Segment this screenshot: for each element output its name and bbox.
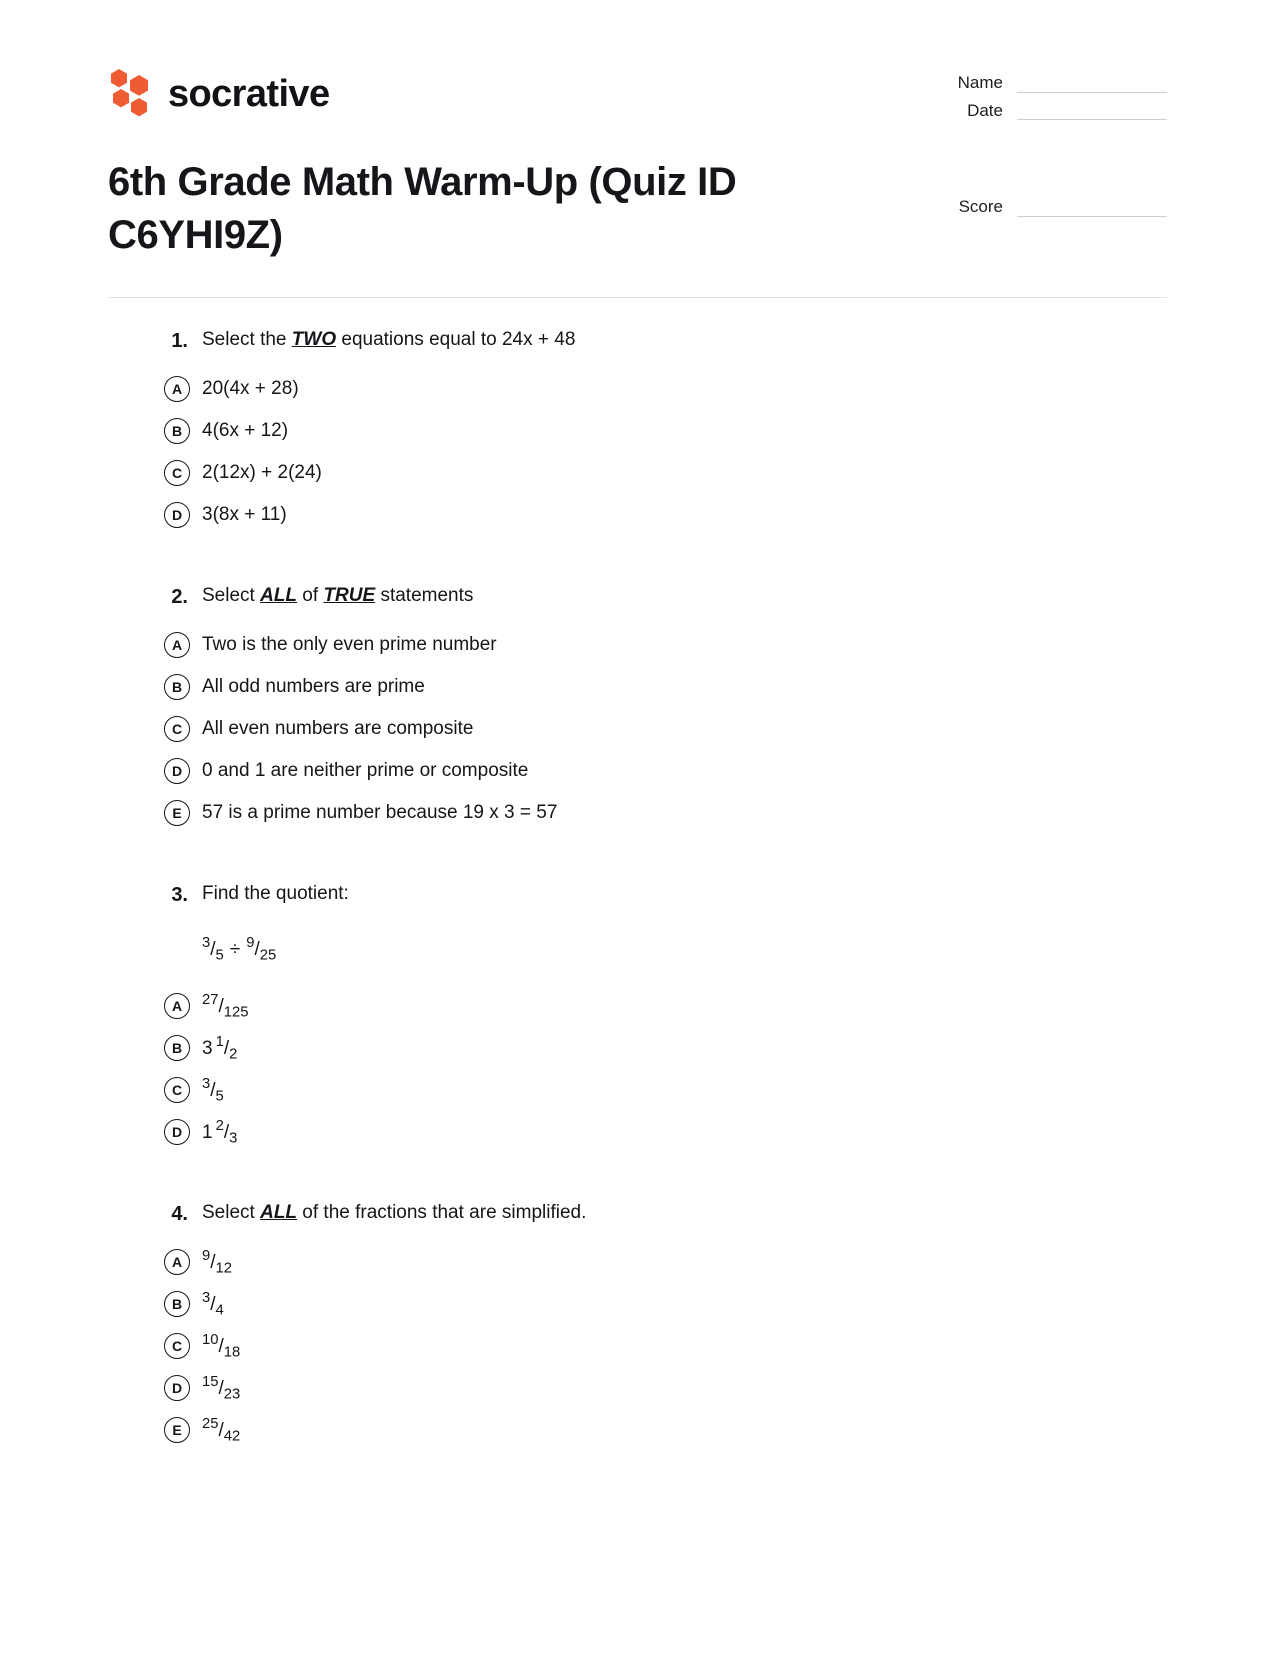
- fraction-denominator: 42: [223, 1428, 241, 1445]
- page-header: [108, 58, 1167, 288]
- fraction: [202, 1289, 224, 1319]
- fraction: [202, 1075, 224, 1105]
- answer-option[interactable]: [164, 985, 1167, 1027]
- date-field-label: Date: [967, 100, 1003, 120]
- fraction: [202, 1117, 238, 1147]
- student-meta-fields: [892, 74, 1167, 129]
- fraction: [202, 935, 224, 964]
- fraction: [246, 935, 277, 964]
- fraction-numerator: 3: [202, 935, 211, 951]
- date-field-row: [892, 102, 1167, 121]
- question-number: 2.: [171, 586, 188, 608]
- emphasis-text: ALL: [260, 1202, 298, 1224]
- question-number: 4.: [171, 1203, 188, 1226]
- date-field-line[interactable]: [1017, 102, 1167, 120]
- fraction: [202, 1033, 238, 1063]
- fraction-slash: /: [223, 1121, 230, 1143]
- option-text: [202, 1413, 240, 1448]
- fraction-slash: /: [210, 1293, 216, 1315]
- option-text: [202, 1115, 237, 1150]
- option-bubble-b[interactable]: B: [164, 418, 190, 444]
- plain-text: Select: [202, 1202, 261, 1224]
- option-text: [202, 989, 248, 1024]
- plain-text: Select the: [202, 329, 292, 350]
- answer-option[interactable]: [164, 792, 1167, 834]
- fraction: [202, 1331, 241, 1361]
- fraction-denominator: 23: [223, 1386, 241, 1403]
- fraction-denominator: 2: [229, 1046, 238, 1063]
- answer-option[interactable]: [164, 452, 1167, 494]
- plain-text: equations equal to 24x + 48: [336, 329, 576, 350]
- emphasis-text: TWO: [291, 329, 337, 350]
- answer-options: [108, 624, 1167, 834]
- fraction-numerator: 27: [202, 991, 219, 1008]
- question-text: [202, 582, 473, 611]
- name-field-line[interactable]: [1017, 75, 1167, 93]
- header-divider: [108, 297, 1167, 298]
- question-text: [202, 1199, 586, 1228]
- fraction-numerator: 1: [215, 1033, 224, 1050]
- fraction-denominator: 18: [223, 1344, 241, 1361]
- option-bubble-e[interactable]: E: [164, 800, 190, 826]
- fraction-denominator: 12: [215, 1260, 233, 1277]
- option-bubble-d[interactable]: D: [164, 758, 190, 784]
- option-text: [202, 1371, 240, 1406]
- expression-operator: ÷: [229, 939, 241, 961]
- option-bubble-c[interactable]: C: [164, 1333, 190, 1359]
- question-block: [108, 880, 1167, 1153]
- fraction-numerator: 3: [202, 1075, 211, 1092]
- fraction-slash: /: [210, 1251, 216, 1273]
- option-bubble-e[interactable]: E: [164, 1417, 190, 1443]
- answer-options: [108, 1241, 1167, 1451]
- fraction-denominator: 5: [215, 1088, 224, 1105]
- fraction-numerator: 9: [202, 1247, 211, 1264]
- answer-option[interactable]: [164, 368, 1167, 410]
- questions-list: [108, 326, 1167, 1497]
- option-text: Two is the only even prime number: [202, 633, 497, 655]
- score-field-row: [892, 198, 1167, 217]
- fraction-slash: /: [223, 1037, 230, 1059]
- option-text: 0 and 1 are neither prime or composite: [202, 759, 529, 781]
- option-text: [202, 1031, 237, 1066]
- fraction-numerator: 10: [202, 1331, 219, 1348]
- score-field-label: Score: [958, 197, 1003, 216]
- fraction: [202, 991, 249, 1021]
- question-block: [108, 326, 1167, 536]
- answer-option[interactable]: [164, 494, 1167, 536]
- emphasis-text: ALL: [260, 585, 298, 606]
- fraction-denominator: 25: [259, 947, 277, 964]
- option-text: 57 is a prime number because 19 x 3 = 57: [202, 801, 558, 823]
- plain-text: Find the quotient:: [202, 883, 349, 904]
- answer-option[interactable]: [164, 1367, 1167, 1409]
- fraction-denominator: 5: [215, 947, 224, 964]
- answer-option[interactable]: [164, 1027, 1167, 1069]
- option-bubble-d[interactable]: D: [164, 1375, 190, 1401]
- socrative-logo-icon: [108, 68, 154, 120]
- fraction: [202, 1247, 233, 1277]
- question-expression: [202, 932, 1167, 967]
- answer-option[interactable]: [164, 1325, 1167, 1367]
- option-text: [202, 1245, 232, 1280]
- fraction-whole: 1: [202, 1121, 213, 1143]
- option-bubble-b[interactable]: B: [164, 674, 190, 700]
- answer-option[interactable]: [164, 666, 1167, 708]
- score-field-line[interactable]: [1017, 199, 1167, 217]
- fraction-denominator: 125: [223, 1004, 249, 1021]
- option-text: 20(4x + 28): [202, 377, 299, 399]
- fraction-whole: 3: [202, 1037, 213, 1059]
- fraction-slash: /: [218, 1335, 224, 1357]
- answer-option[interactable]: [164, 708, 1167, 750]
- fraction-slash: /: [218, 1419, 224, 1441]
- option-text: 3(8x + 11): [202, 503, 287, 525]
- question-stem: [164, 1199, 1167, 1229]
- option-bubble-a[interactable]: A: [164, 1249, 190, 1275]
- answer-option[interactable]: [164, 410, 1167, 452]
- option-bubble-a[interactable]: A: [164, 993, 190, 1019]
- answer-option[interactable]: [164, 1409, 1167, 1451]
- option-text: [202, 1073, 224, 1108]
- fraction-slash: /: [210, 939, 216, 961]
- option-bubble-c[interactable]: C: [164, 460, 190, 486]
- fraction-numerator: 25: [202, 1415, 219, 1432]
- answer-options: [108, 985, 1167, 1153]
- emphasis-text: TRUE: [323, 585, 376, 606]
- option-text: All odd numbers are prime: [202, 675, 425, 697]
- option-bubble-c[interactable]: C: [164, 716, 190, 742]
- name-field-row: [892, 74, 1167, 93]
- option-text: 4(6x + 12): [202, 419, 289, 441]
- answer-option[interactable]: [164, 1111, 1167, 1153]
- question-stem: [164, 582, 1167, 612]
- question-stem: [164, 880, 1167, 910]
- option-bubble-c[interactable]: C: [164, 1077, 190, 1103]
- answer-options: [108, 368, 1167, 536]
- plain-text: Select: [202, 585, 261, 606]
- name-field-label: Name: [957, 73, 1003, 92]
- page-title: 6th Grade Math Warm-Up (Quiz ID C6YHI9Z): [108, 160, 737, 257]
- fraction-numerator: 2: [215, 1117, 224, 1134]
- answer-option[interactable]: [164, 1283, 1167, 1325]
- answer-option[interactable]: [164, 624, 1167, 666]
- fraction-numerator: 15: [202, 1373, 219, 1390]
- question-text: [202, 326, 575, 355]
- option-bubble-d[interactable]: D: [164, 502, 190, 528]
- option-text: All even numbers are composite: [202, 717, 474, 739]
- option-text: [202, 1329, 240, 1364]
- fraction: [202, 1373, 241, 1403]
- plain-text: statements: [375, 585, 474, 606]
- fraction-slash: /: [210, 1079, 216, 1101]
- option-bubble-b[interactable]: B: [164, 1035, 190, 1061]
- answer-option[interactable]: [164, 750, 1167, 792]
- fraction-denominator: 4: [215, 1302, 224, 1319]
- plain-text: of the fractions that are simplified.: [297, 1202, 587, 1224]
- option-bubble-a[interactable]: A: [164, 632, 190, 658]
- fraction-denominator: 3: [229, 1130, 238, 1147]
- socrative-brand: [108, 68, 329, 120]
- question-number: 3.: [171, 884, 188, 906]
- option-bubble-a[interactable]: A: [164, 376, 190, 402]
- option-text: [202, 1287, 224, 1322]
- fraction-slash: /: [218, 995, 224, 1017]
- question-stem: [164, 326, 1167, 356]
- answer-option[interactable]: [164, 1241, 1167, 1283]
- brand-wordmark: socrative: [168, 73, 330, 115]
- score-meta-field: [892, 198, 1167, 226]
- option-bubble-d[interactable]: D: [164, 1119, 190, 1145]
- question-number: 1.: [171, 330, 188, 352]
- question-block: [108, 582, 1167, 834]
- question-text: [202, 880, 349, 909]
- question-block: [108, 1199, 1167, 1451]
- option-text: 2(12x) + 2(24): [202, 461, 322, 483]
- plain-text: of: [297, 585, 324, 606]
- fraction-numerator: 3: [202, 1289, 211, 1306]
- fraction-slash: /: [254, 939, 260, 961]
- fraction-numerator: 9: [246, 935, 255, 951]
- option-bubble-b[interactable]: B: [164, 1291, 190, 1317]
- fraction: [202, 1415, 241, 1445]
- fraction-slash: /: [218, 1377, 224, 1399]
- answer-option[interactable]: [164, 1069, 1167, 1111]
